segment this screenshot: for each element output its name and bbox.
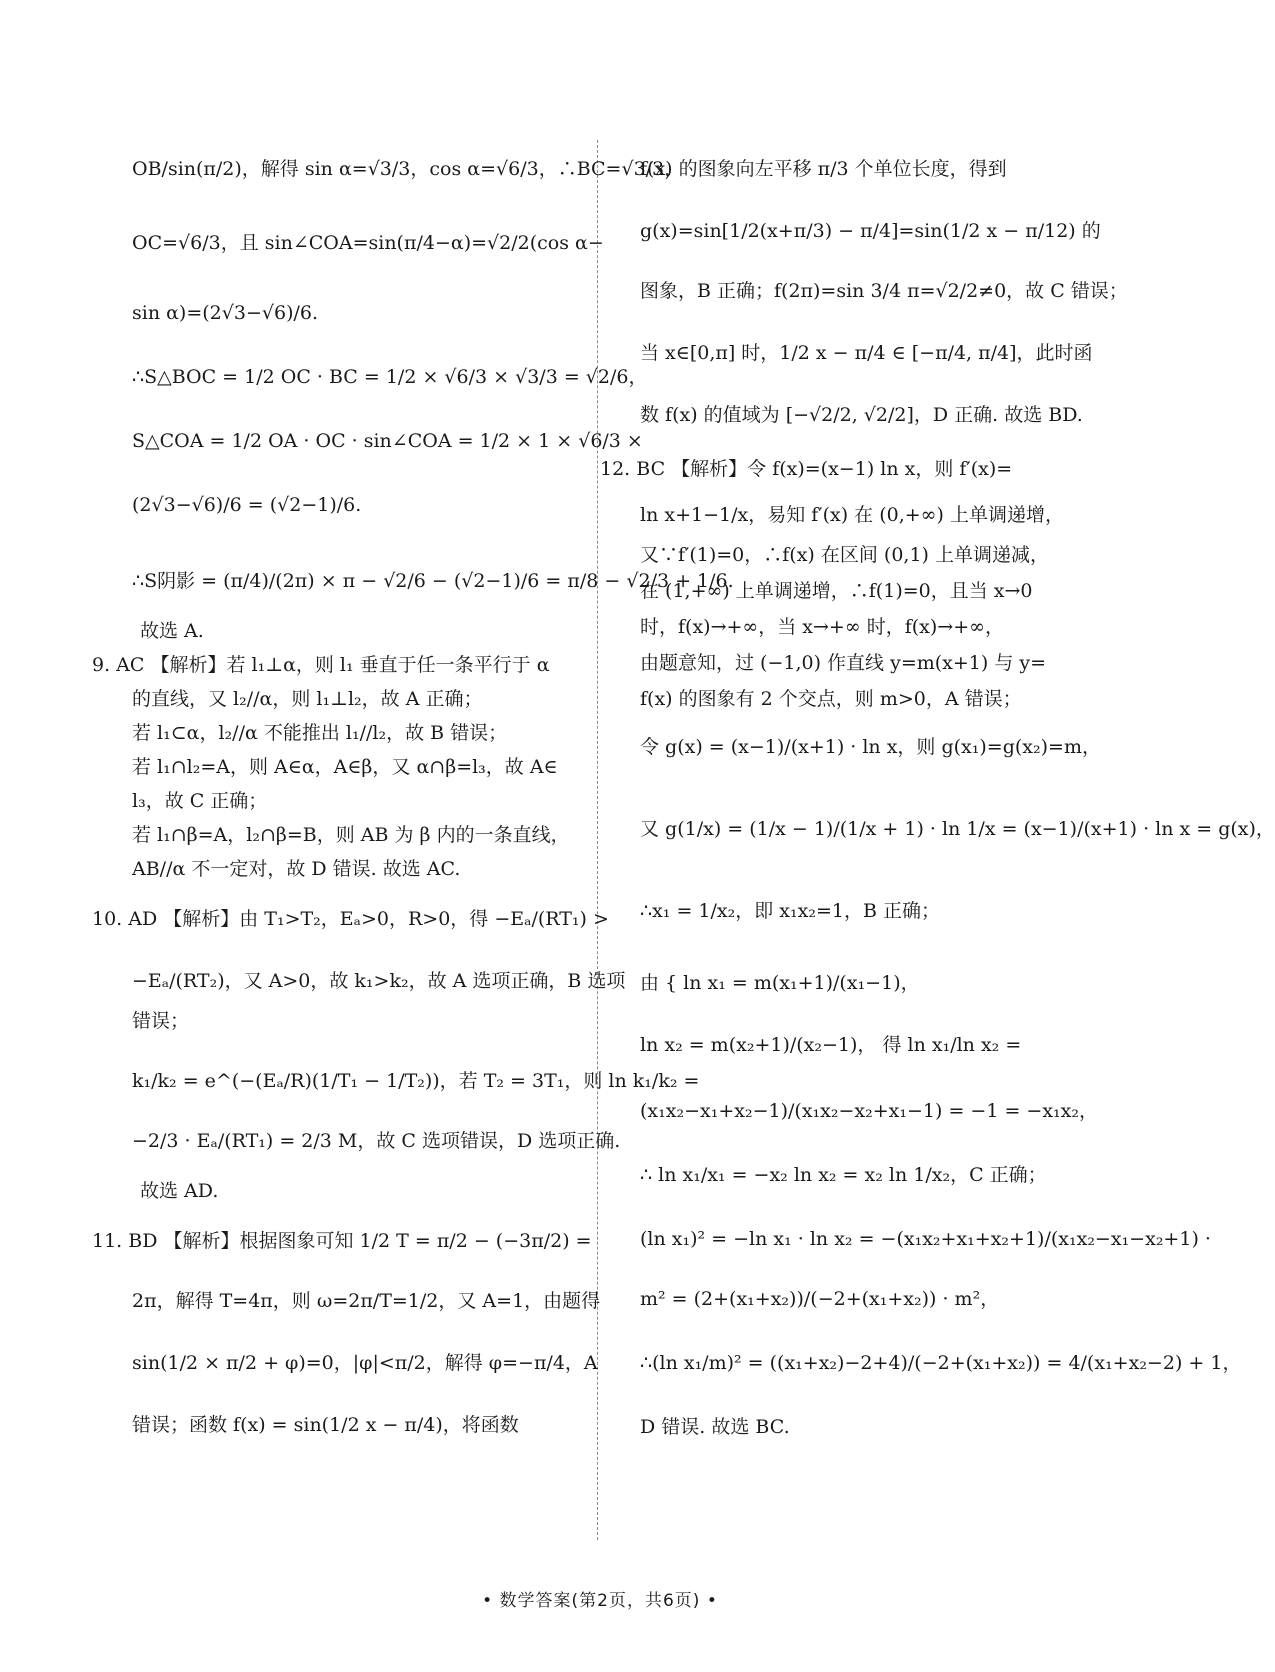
text-line: 由题意知，过 (−1,0) 作直线 y=m(x+1) 与 y=	[640, 652, 1047, 674]
text-line: 2π，解得 T=4π，则 ω=2π/T=1/2，又 A=1，由题得	[132, 1290, 601, 1312]
text-line: ∴S△BOC = 1/2 OC · BC = 1/2 × √6/3 × √3/3 = √2/6，	[132, 366, 648, 388]
text-line: D 错误. 故选 BC.	[640, 1416, 790, 1438]
text-line: 错误；函数 f(x) = sin(1/2 x − π/4)，将函数	[132, 1414, 519, 1436]
text-line: 时，f(x)→+∞，当 x→+∞ 时，f(x)→+∞，	[640, 616, 1004, 638]
text-line: −2/3 · Eₐ/(RT₁) = 2/3 M，故 C 选项错误，D 选项正确.	[132, 1130, 621, 1152]
text-line: sin(1/2 × π/2 + φ)=0，|φ|<π/2，解得 φ=−π/4，A	[132, 1352, 598, 1374]
text-line: S△COA = 1/2 OA · OC · sin∠COA = 1/2 × 1 × √6/3 ×	[132, 430, 643, 452]
text-line: ln x+1−1/x，易知 f′(x) 在 (0,+∞) 上单调递增，	[640, 504, 1064, 526]
text-line: 数 f(x) 的值域为 [−√2/2, √2/2]，D 正确. 故选 BD.	[640, 404, 1083, 426]
text-line: k₁/k₂ = e^(−(Eₐ/R)(1/T₁ − 1/T₂))，若 T₂ = 3T₁，则 ln k₁/k₂ =	[132, 1070, 700, 1092]
text-line: (2√3−√6)/6 = (√2−1)/6.	[132, 494, 362, 516]
question-12: 12. BC 【解析】令 f(x)=(x−1) ln x，则 f′(x)=	[600, 458, 1013, 480]
text-line: ∴S阴影 = (π/4)/(2π) × π − √2/6 − (√2−1)/6 = π/8 − √2/3 + 1/6.	[132, 570, 734, 592]
text-line: 的直线，又 l₂//α，则 l₁⊥l₂，故 A 正确；	[132, 688, 483, 710]
text-line: 图象，B 正确；f(2π)=sin 3/4 π=√2/2≠0，故 C 错误；	[640, 280, 1128, 302]
text-line: l₃，故 C 正确；	[132, 790, 268, 812]
text-line: 令 g(x) = (x−1)/(x+1) · ln x，则 g(x₁)=g(x₂)=m，	[640, 736, 1101, 758]
text-line: AB//α 不一定对，故 D 错误. 故选 AC.	[132, 858, 461, 880]
question-9: 9. AC 【解析】若 l₁⊥α，则 l₁ 垂直于任一条平行于 α	[92, 654, 550, 676]
text-line: OC=√6/3，且 sin∠COA=sin(π/4−α)=√2/2(cos α−	[132, 232, 604, 254]
text-line: OB/sin(π/2)，解得 sin α=√3/3，cos α=√6/3，∴BC=√3/3，	[132, 158, 684, 180]
page-footer: • 数学答案(第2页，共6页) •	[482, 1591, 718, 1611]
question-10: 10. AD 【解析】由 T₁>T₂，Eₐ>0，R>0，得 −Eₐ/(RT₁) >	[92, 908, 609, 930]
text-line: 若 l₁∩l₂=A，则 A∈α，A∈β，又 α∩β=l₃，故 A∈	[132, 756, 558, 778]
text-line: 当 x∈[0,π] 时，1/2 x − π/4 ∈ [−π/4, π/4]，此时函	[640, 342, 1093, 364]
text-line: f(x) 的图象有 2 个交点，则 m>0，A 错误；	[640, 688, 1022, 710]
column-divider	[597, 140, 598, 1540]
text-line: −Eₐ/(RT₂)，又 A>0，故 k₁>k₂，故 A 选项正确，B 选项	[132, 970, 626, 992]
text-line: ∴ ln x₁/x₁ = −x₂ ln x₂ = x₂ ln 1/x₂，C 正确；	[640, 1164, 1047, 1186]
text-line: g(x)=sin[1/2(x+π/3) − π/4]=sin(1/2 x − π/12) 的	[640, 220, 1101, 242]
text-line: 由 { ln x₁ = m(x₁+1)/(x₁−1)，	[640, 972, 920, 994]
text-line: 又 g(1/x) = (1/x − 1)/(1/x + 1) · ln 1/x = (x−1)/(x+1) · ln x = g(x)，	[640, 818, 1275, 840]
text-line: 故选 A.	[140, 620, 204, 642]
text-line: 错误；	[132, 1010, 190, 1032]
text-line: 在 (1,+∞) 上单调递增，∴f(1)=0，且当 x→0	[640, 580, 1033, 602]
text-line: 若 l₁∩β=A，l₂∩β=B，则 AB 为 β 内的一条直线，	[132, 824, 570, 846]
text-line: sin α)=(2√3−√6)/6.	[132, 302, 319, 324]
text-line: ∴x₁ = 1/x₂，即 x₁x₂=1，B 正确；	[640, 900, 940, 922]
question-11: 11. BD 【解析】根据图象可知 1/2 T = π/2 − (−3π/2) =	[92, 1230, 592, 1252]
text-line: ∴(ln x₁/m)² = ((x₁+x₂)−2+4)/(−2+(x₁+x₂)) = 4/(x₁+x₂−2) + 1，	[640, 1352, 1242, 1374]
text-line: f(x) 的图象向左平移 π/3 个单位长度，得到	[640, 158, 1007, 180]
text-line: 又∵f′(1)=0，∴f(x) 在区间 (0,1) 上单调递减，	[640, 544, 1050, 566]
text-line: (ln x₁)² = −ln x₁ · ln x₂ = −(x₁x₂+x₁+x₂+1)/(x₁x₂−x₁−x₂+1) ·	[640, 1228, 1211, 1250]
text-line: 若 l₁⊂α，l₂//α 不能推出 l₁//l₂，故 B 错误；	[132, 722, 508, 744]
text-line: 故选 AD.	[140, 1180, 219, 1202]
text-line: ln x₂ = m(x₂+1)/(x₂−1)， 得 ln x₁/ln x₂ =	[640, 1034, 1022, 1056]
text-line: m² = (2+(x₁+x₂))/(−2+(x₁+x₂)) · m²，	[640, 1288, 1000, 1310]
text-line: (x₁x₂−x₁+x₂−1)/(x₁x₂−x₂+x₁−1) = −1 = −x₁x₂，	[640, 1100, 1098, 1122]
